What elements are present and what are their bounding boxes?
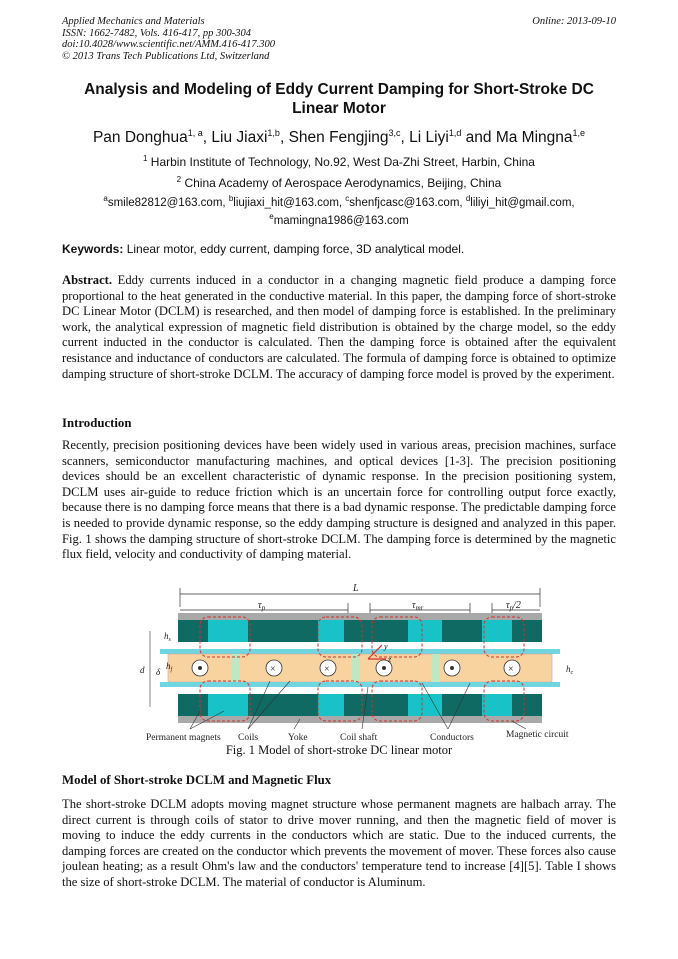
author-name: Shen Fengjing <box>288 129 389 147</box>
intro-heading: Introduction <box>62 416 132 430</box>
email-e[interactable]: mamingna1986@163.com <box>273 214 409 227</box>
dim-hc-label: $h_c$ <box>566 664 574 676</box>
axis-z-label: z <box>388 655 392 664</box>
author-affil-sup: 1,e <box>572 128 586 138</box>
label-coils: Coils <box>238 733 259 743</box>
figure-1-diagram <box>140 583 580 743</box>
keywords-label: Keywords: <box>62 242 124 256</box>
svg-text:×: × <box>324 664 330 675</box>
email-b[interactable]: liujiaxi_hit@163.com <box>233 196 339 209</box>
intro-text: Recently, precision positioning devices have been widely used in various areas, precision machines, surface scanners, semiconductor manufacturing machines, and optical devices [1-3]. The precision positioning devices should be an excellent characteristic of dynamic response. In the precision positioning system, DCLM uses air-guide to reduce friction which is an uncertain force for controlling output force exactly, because there is no damping force means that there is a bad dynamic response. The predictable damping force is needed to provide dynamic response, so the eddy damping structure is designed and analyzed in this paper. Fig. 1 shows the damping structure of short-stroke DCLM. The damping force is determined by the magnetic flux field, velocity and conductivity of damping material. <box>62 438 616 562</box>
affiliation-2: $^2$ China Academy of Aerospace Aerodynamics, Beijing, China <box>176 175 502 190</box>
author-affil-sup: 1, a <box>187 128 203 138</box>
dim-hf-label: $h_f$ <box>166 661 173 673</box>
copyright: © 2013 Trans Tech Publications Ltd, Switzerland <box>62 50 270 62</box>
axis-y-label: y <box>384 642 388 651</box>
abstract-label: Abstract. <box>62 273 113 287</box>
email-d[interactable]: liliyi_hit@gmail.com <box>470 196 572 209</box>
dim-taup-label: $\tau_p$ <box>258 600 266 612</box>
bottom-magnet-row <box>178 694 542 716</box>
label-magnetic-circuit: Magnetic circuit <box>506 730 569 740</box>
email-c[interactable]: shenfjcasc@163.com <box>349 196 460 209</box>
dim-half-label: $\tau_p/2$ <box>506 600 521 612</box>
author-name: Ma Mingna <box>495 129 573 147</box>
author-name: Liu Jiaxi <box>211 129 268 147</box>
doi: doi:10.4028/www.scientific.net/AMM.416-417.300 <box>62 39 275 50</box>
coil-row <box>168 654 552 682</box>
label-permanent-magnets: Permanent magnets <box>146 733 221 743</box>
author-affil-sup: 1,b <box>267 128 280 138</box>
section2-heading: Model of Short-stroke DCLM and Magnetic Flux <box>62 773 332 787</box>
section2-text: The short-stroke DCLM adopts moving magnet structure whose permanent magnets are halbach array. The direct current is through coils of stator to drive mover running, and then the magnetic field of mover is moving to induce the eddy currents in the conductors which are static. Due to the induced currents, the damping forces are created on the conductor which prevents the movement of mover. These forces also cause joulean heating; as a result Ohm's law and the conductors' temperature tend to increase [4][5]. Table I shows the size of short-stroke DCLM. The material of conductor is Aluminum. <box>62 797 616 889</box>
online-date: Online: 2013-09-10 <box>532 16 616 27</box>
top-magnet-row <box>178 620 542 642</box>
author-list <box>62 123 616 148</box>
figure-1-caption: Fig. 1 Model of short-stroke DC linear motor <box>225 743 453 757</box>
label-yoke: Yoke <box>288 733 308 743</box>
author-name: Pan Donghua <box>92 129 188 147</box>
running-header <box>62 16 275 62</box>
label-coil-shaft: Coil shaft <box>340 733 378 743</box>
dim-taumr-label: $\tau_{mr}$ <box>412 600 424 612</box>
author-separator: , <box>202 129 212 147</box>
keywords-text: Linear motor, eddy current, damping force, 3D analytical model. <box>123 242 465 256</box>
author-name: Li Liyi <box>409 129 449 147</box>
affiliation-1: $^1$ Harbin Institute of Technology, No.92, West Da-Zhi Street, Harbin, China <box>143 154 535 169</box>
paper-title: Analysis and Modeling of Eddy Current Damping for Short-Stroke DC Linear Motor <box>84 81 594 117</box>
author-affil-sup: 1,d <box>448 128 462 138</box>
dim-L-label: L <box>353 583 359 594</box>
svg-text:×: × <box>270 664 276 675</box>
keywords <box>62 242 616 257</box>
svg-text:×: × <box>508 664 514 675</box>
author-separator: and <box>461 129 496 147</box>
author-affil-sup: 3,c <box>388 128 401 138</box>
abstract-text: Eddy currents induced in a conductor in a changing magnetic field produce a damping force proportional to the heat generated in the conductive material. In this paper, the damping force of short-stroke DC Linear Motor (DCLM) is researched, and then model of damping force is established. In the preliminary work, the analytical expression of magnetic field distribution is obtained by the charge model, so the eddy current inducted in the conductor is calculated. Then the damping force is obtained after the equivalent resistance and inductance of conductors are calculated. The formula of damping force is obtained to optimize damping structure of short-stroke DCLM. The accuracy of damping force model is proved by the experiment. <box>62 273 616 381</box>
issn: ISSN: 1662-7482, Vols. 416-417, pp 300-304 <box>62 27 251 39</box>
dim-hs-label: $h_s$ <box>164 631 171 643</box>
label-conductors: Conductors <box>430 733 474 743</box>
dim-delta-label: δ <box>156 667 161 677</box>
author-separator: , <box>400 129 410 147</box>
email-list: $^a$smile82812@163.com, $^b$liujiaxi_hit@163.com, $^c$shenfjcasc@163.com, $^d$liliyi_hit@gmail.com, $^e$mamingna1986@163.com <box>103 194 575 227</box>
author-separator: , <box>279 129 289 147</box>
coil-shaft-top <box>160 649 560 654</box>
journal-name: Applied Mechanics and Materials <box>62 16 205 27</box>
coil-shaft-bottom <box>160 682 560 687</box>
dim-d-label: d <box>140 665 145 675</box>
email-a[interactable]: smile82812@163.com <box>107 196 223 209</box>
abstract <box>62 273 616 382</box>
